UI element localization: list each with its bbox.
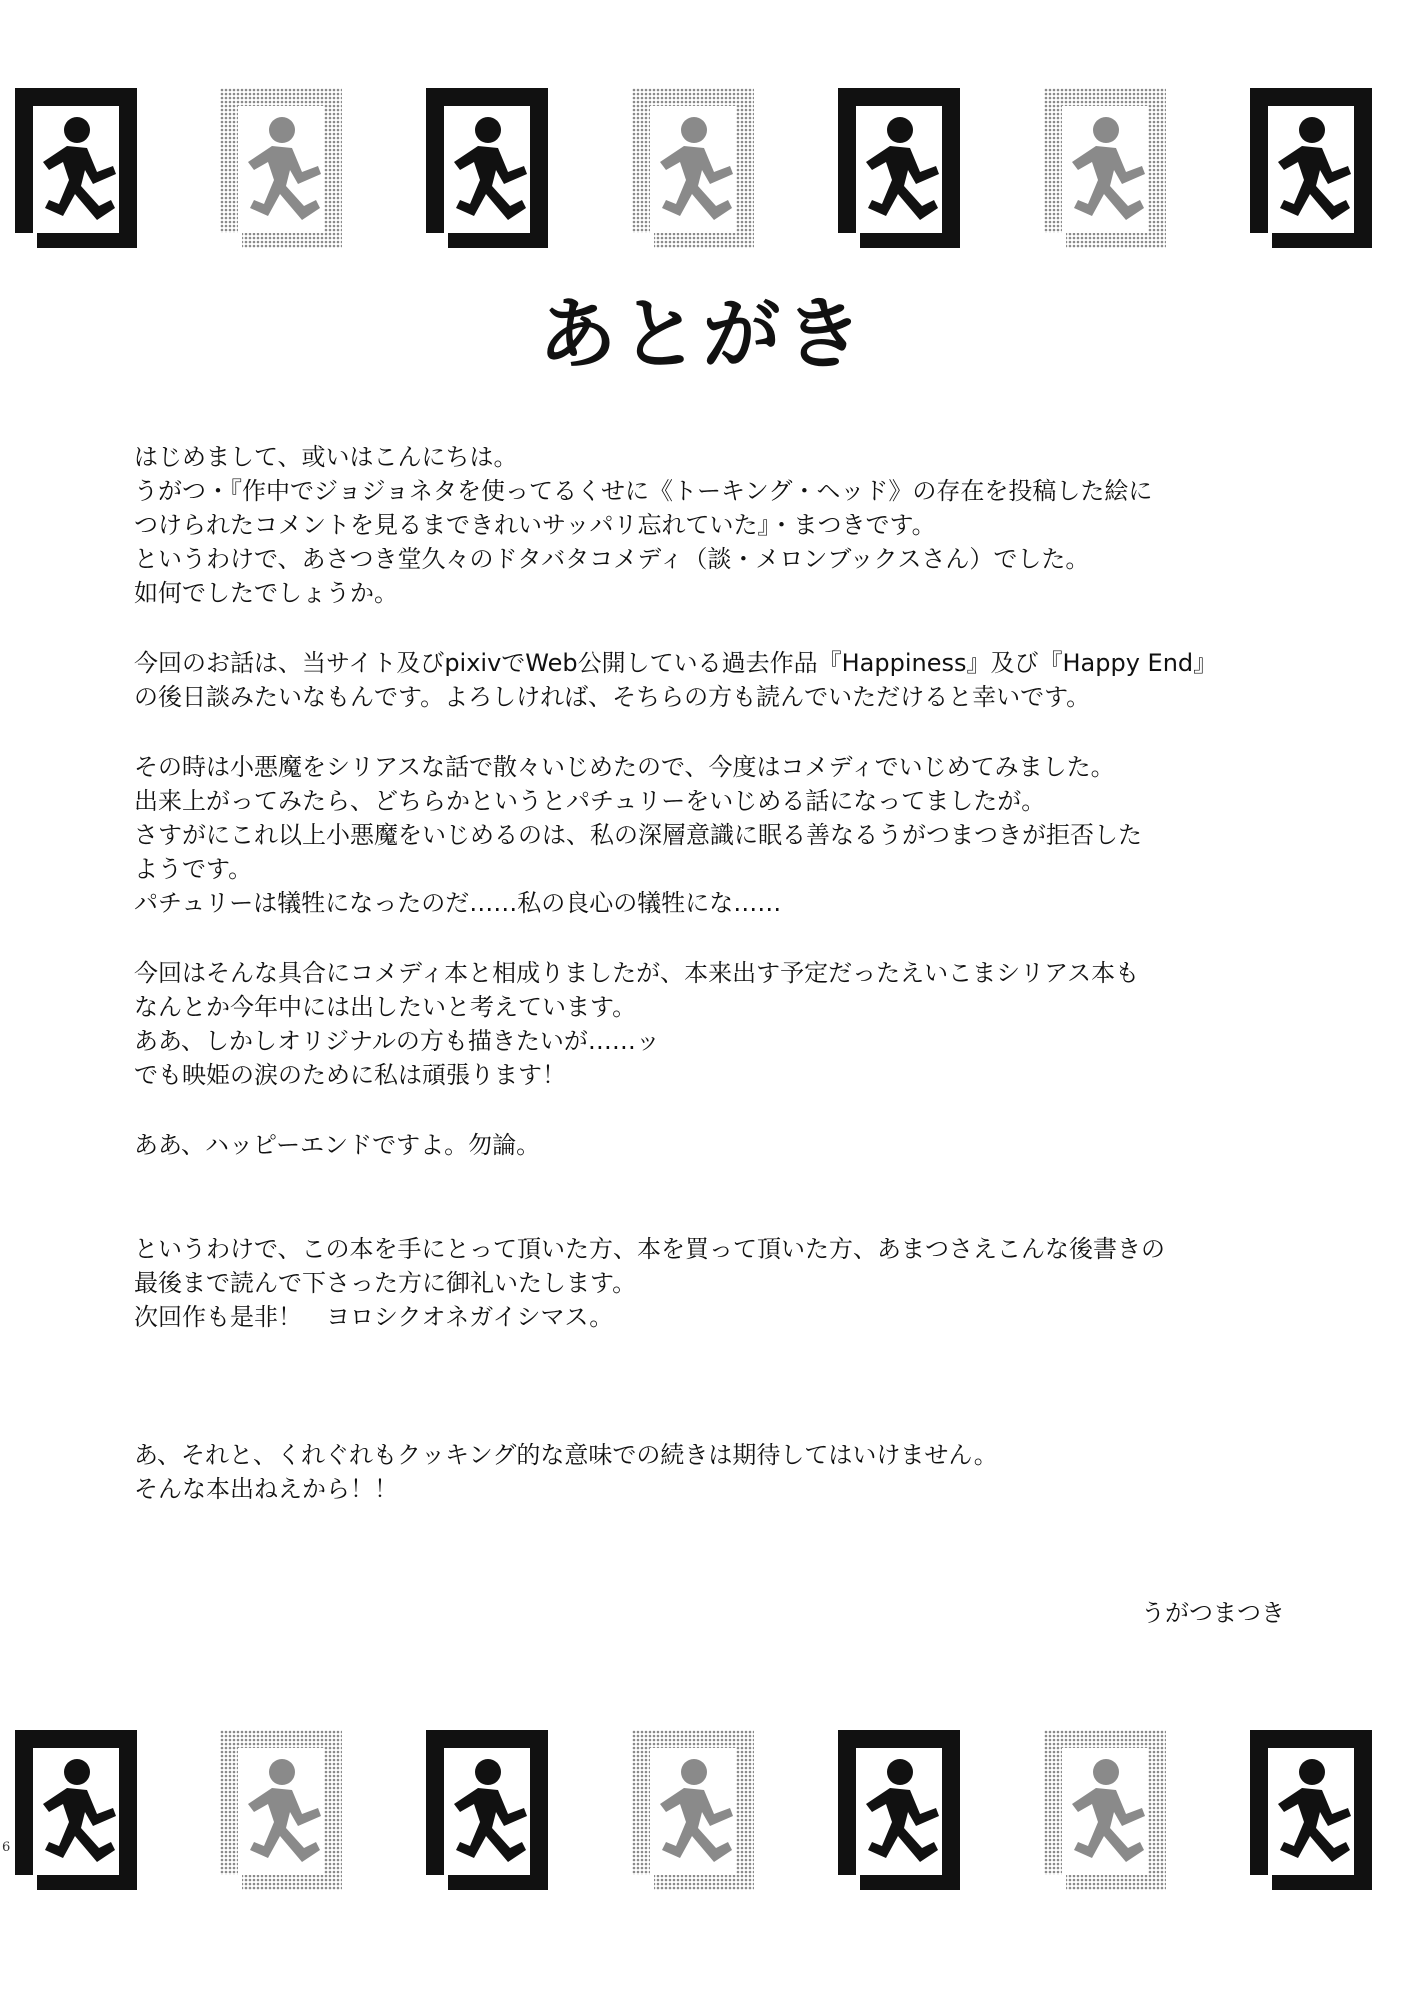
text-line: 次回作も是非！ ヨロシクオネガイシマス。 xyxy=(134,1303,614,1331)
text-line: 如何でしたでしょうか。 xyxy=(134,579,398,607)
exit-running-man-icon xyxy=(1044,1730,1166,1890)
exit-running-man-icon xyxy=(632,88,754,248)
text-line: その時は小悪魔をシリアスな話で散々いじめたので、今度はコメディでいじめてみました。 xyxy=(134,753,1115,781)
exit-running-man-icon xyxy=(1250,1730,1372,1890)
text-line: つけられたコメントを見るまできれいサッパリ忘れていた』・まつきです。 xyxy=(134,511,936,539)
paragraph xyxy=(134,750,1294,920)
exit-running-man-icon xyxy=(15,88,137,248)
text-line: 最後まで読んで下さった方に御礼いたします。 xyxy=(134,1269,637,1297)
exit-running-man-icon xyxy=(1250,88,1372,248)
bottom-exit-icon-border xyxy=(0,1730,1405,1890)
top-exit-icon-border xyxy=(0,88,1405,248)
text-line: ああ、しかしオリジナルの方も描きたいが……ッ xyxy=(134,1027,660,1055)
exit-running-man-icon xyxy=(426,1730,548,1890)
paragraph xyxy=(134,1232,1294,1334)
exit-running-man-icon xyxy=(220,1730,342,1890)
paragraph xyxy=(134,956,1294,1092)
exit-running-man-icon xyxy=(632,1730,754,1890)
text-line: 今回はそんな具合にコメディ本と相成りましたが、本来出す予定だったえいこまシリアス本も xyxy=(134,959,1140,987)
page-title: あとがき xyxy=(538,290,867,380)
exit-running-man-icon xyxy=(426,88,548,248)
exit-running-man-icon xyxy=(1044,88,1166,248)
text-line: 出来上がってみたら、どちらかというとパチュリーをいじめる話になってましたが。 xyxy=(134,787,1046,815)
text-line: というわけで、この本を手にとって頂いた方、本を買って頂いた方、あまつさえこんな後書きの xyxy=(134,1235,1166,1263)
paragraph xyxy=(134,440,1294,610)
text-line: そんな本出ねえから！！ xyxy=(134,1475,398,1503)
text-line: あ、それと、くれぐれもクッキング的な意味での続きは期待してはいけません。 xyxy=(134,1441,998,1469)
author-signature: うがつまつき xyxy=(1141,1599,1285,1627)
paragraph xyxy=(134,1128,1294,1162)
page-number: 6 xyxy=(2,1840,11,1855)
text-line: さすがにこれ以上小悪魔をいじめるのは、私の深層意識に眠る善なるうがつまつきが拒否した xyxy=(134,821,1142,849)
paragraph xyxy=(134,646,1294,714)
text-line: うがつ・『作中でジョジョネタを使ってるくせに《トーキング・ヘッド》の存在を投稿した絵に xyxy=(134,477,1153,505)
exit-running-man-icon xyxy=(15,1730,137,1890)
afterword-body xyxy=(134,440,1294,1506)
text-line: はじめまして、或いはこんにちは。 xyxy=(134,443,518,471)
exit-running-man-icon xyxy=(220,88,342,248)
text-line: 今回のお話は、当サイト及びpixivでWeb公開している過去作品『Happiness』及び『Happy End』 xyxy=(134,649,1218,677)
text-line: というわけで、あさつき堂久々のドタバタコメディ（談・メロンブックスさん）でした。 xyxy=(134,545,1090,573)
text-line: でも映姫の涙のために私は頑張ります！ xyxy=(134,1061,566,1089)
exit-running-man-icon xyxy=(838,1730,960,1890)
paragraph xyxy=(134,1438,1294,1506)
text-line: の後日談みたいなもんです。よろしければ、そちらの方も読んでいただけると幸いです。 xyxy=(134,683,1091,711)
text-line: なんとか今年中には出したいと考えています。 xyxy=(134,993,637,1021)
text-line: パチュリーは犠牲になったのだ……私の良心の犠牲にな…… xyxy=(134,889,782,917)
text-line: ああ、ハッピーエンドですよ。勿論。 xyxy=(134,1131,541,1159)
exit-running-man-icon xyxy=(838,88,960,248)
text-line: ようです。 xyxy=(134,855,253,883)
